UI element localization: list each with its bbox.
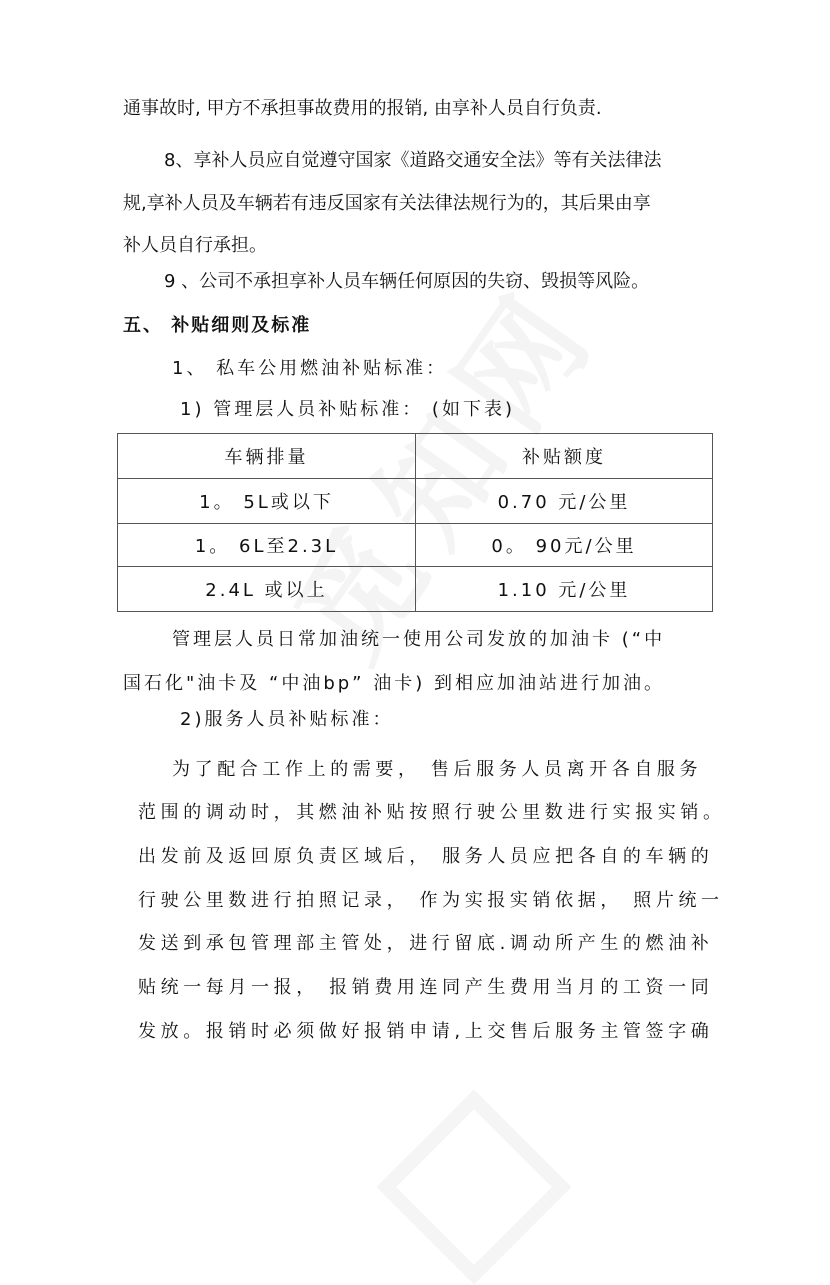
management-note-line: 管理层人员日常加油统一使用公司发放的加油卡 (“中: [172, 629, 666, 650]
paragraph-line: 通事故时, 甲方不承担事故费用的报销, 由享补人员自行负责.: [123, 98, 602, 119]
item-9-line: 9 、公司不承担享补人员车辆任何原因的失窃、毁损等风险。: [164, 271, 650, 292]
table-header-row: [118, 434, 713, 479]
table-cell: 0.70 元/公里: [416, 479, 713, 524]
table-cell: 1。 5L或以下: [118, 479, 416, 524]
table-row: [118, 567, 713, 612]
table-cell: 0。 90元/公里: [416, 524, 713, 567]
subsection-title: 1、 私车公用燃油补贴标准：: [172, 358, 448, 379]
table-header-displacement: 车辆排量: [118, 434, 416, 479]
table-row: [118, 479, 713, 524]
service-paragraph-line: 贴统一每月一报， 报销费用连同产生费用当月的工资一同: [138, 977, 714, 998]
management-note-line: 国石化"油卡及 “中油bp” 油卡) 到相应加油站进行加油。: [123, 673, 665, 694]
table-cell: 1。 6L至2.3L: [118, 524, 416, 567]
section-heading: 五、 补贴细则及标准: [123, 315, 312, 336]
service-paragraph-line: 发送到承包管理部主管处，进行留底.调动所产生的燃油补: [138, 933, 714, 954]
item-8-line: 规,享补人员及车辆若有违反国家有关法律法规行为的，其后果由享: [123, 193, 651, 214]
item-8-line: 8、享补人员应自觉遵守国家《道路交通安全法》等有关法律法: [164, 150, 662, 171]
service-paragraph-line: 出发前及返回原负责区域后， 服务人员应把各自的车辆的: [138, 846, 714, 867]
table-row: [118, 524, 713, 567]
table-header-amount: 补贴额度: [416, 434, 713, 479]
service-paragraph-line: 为了配合工作上的需要， 售后服务人员离开各自服务: [172, 759, 703, 780]
service-paragraph-line: 发放。报销时必须做好报销申请,上交售后服务主管签字确: [138, 1021, 714, 1042]
subsection-subtitle: 1) 管理层人员补贴标准： (如下表): [180, 399, 515, 420]
service-paragraph-line: 范围的调动时，其燃油补贴按照行驶公里数进行实报实销。: [138, 802, 726, 823]
subsection-subtitle: 2)服务人员补贴标准：: [180, 709, 394, 730]
table-cell: 2.4L 或以上: [118, 567, 416, 612]
subsidy-table: [117, 433, 713, 612]
table-cell: 1.10 元/公里: [416, 567, 713, 612]
service-paragraph-line: 行驶公里数进行拍照记录， 作为实报实销依据， 照片统一: [138, 890, 724, 911]
watermark-logo-icon: [376, 1089, 571, 1284]
item-8-line: 补人员自行承担。: [123, 235, 267, 256]
